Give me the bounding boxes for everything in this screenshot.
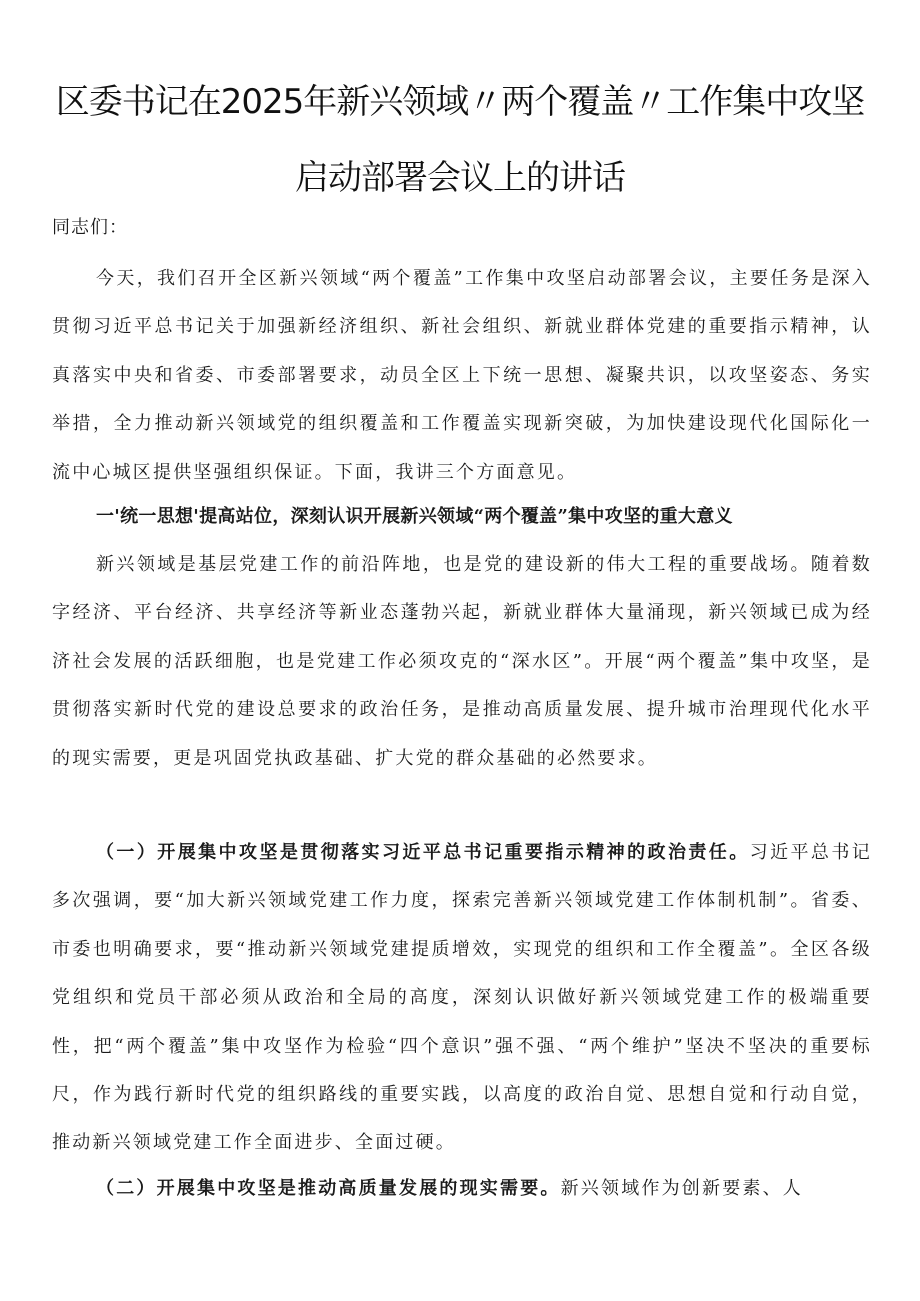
section-heading-1: 一'统一思想'提高站位，深刻认识开展新兴领域“两个覆盖”集中攻坚的重大意义	[96, 506, 733, 527]
document-title-line-2: 启动部署会议上的讲话	[295, 158, 625, 198]
subsection-2-body: 新兴领域作为创新要素、人	[560, 1178, 804, 1199]
document-title-line-1: 区委书记在2025年新兴领域〃两个覆盖〃工作集中攻坚	[55, 82, 865, 122]
paragraph-subsection-1	[52, 829, 872, 1168]
subsection-1-lead: （一）开展集中攻坚是贯彻落实习近平总书记重要指示精神的政治责任。	[96, 842, 750, 863]
subsection-1-body: 习近平总书记多次强调，要“加大新兴领域党建工作力度，探索完善新兴领域党建工作体制机制”。省委、市委也明确要求，要“推动新兴领域党建提质增效，实现党的组织和工作全覆盖”。全区各级党组织和党员干部必须从政治和全局的高度，深刻认识做好新兴领域党建工作的极端重要性，把“两个覆盖”集中攻坚作为检验“四个意识”强不强、“两个维护”坚决不坚决的重要标尺，作为践行新时代党的组织路线的重要实践，以高度的政治自觉、思想自觉和行动自觉，推动新兴领域党建工作全面进步、全面过硬。	[52, 842, 872, 1154]
subsection-2-lead: （二）开展集中攻坚是推动高质量发展的现实需要。	[96, 1178, 561, 1199]
salutation: 同志们：	[52, 217, 128, 238]
paragraph-section-1: 新兴领域是基层党建工作的前沿阵地，也是党的建设新的伟大工程的重要战场。随着数字经济、平台经济、共享经济等新业态蓬勃兴起，新就业群体大量涌现，新兴领域已成为经济社会发展的活跃细胞，也是党建工作必须攻克的“深水区”。开展“两个覆盖”集中攻坚，是贯彻落实新时代党的建设总要求的政治任务，是推动高质量发展、提升城市治理现代化水平的现实需要，更是巩固党执政基础、扩大党的群众基础的必然要求。	[52, 554, 872, 769]
paragraph-subsection-2	[52, 1165, 872, 1213]
paragraph-intro: 今天，我们召开全区新兴领域“两个覆盖”工作集中攻坚启动部署会议，主要任务是深入贯彻习近平总书记关于加强新经济组织、新社会组织、新就业群体党建的重要指示精神，认真落实中央和省委、市委部署要求，动员全区上下统一思想、凝聚共识，以攻坚姿态、务实举措，全力推动新兴领域党的组织覆盖和工作覆盖实现新突破，为加快建设现代化国际化一流中心城区提供坚强组织保证。下面，我讲三个方面意见。	[52, 268, 872, 483]
